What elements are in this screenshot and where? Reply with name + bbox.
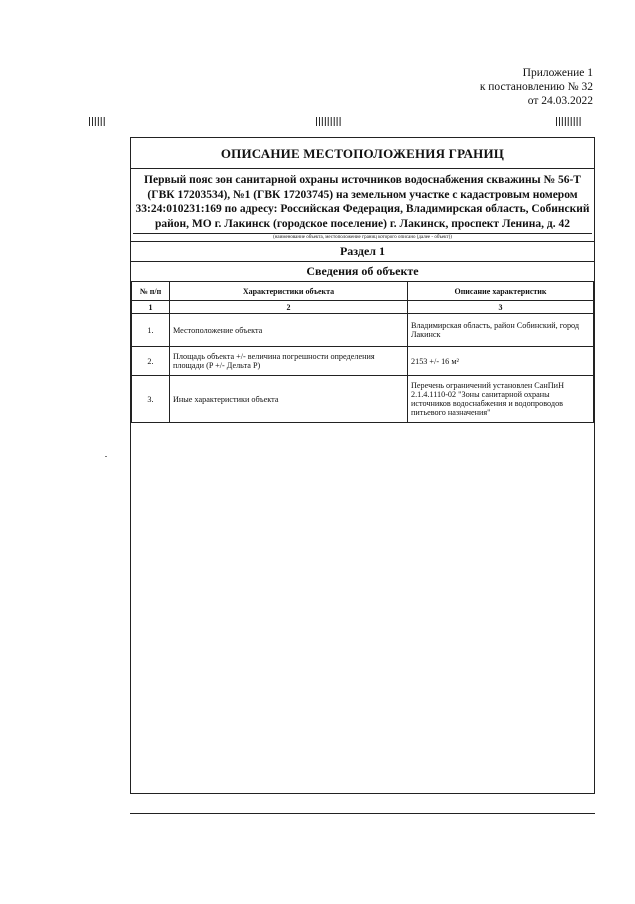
header-description: Описание характеристик: [408, 282, 594, 301]
row-description: 2153 +/- 16 м²: [408, 347, 594, 376]
header-number: № п/п: [132, 282, 170, 301]
table-row: [132, 314, 594, 347]
appendix-block: [480, 66, 593, 108]
registration-marks-left: ǀǀǀǀǀǀ: [88, 116, 106, 127]
scan-speck: [105, 456, 107, 457]
row-description: Владимирская область, район Собинский, город Лакинск: [408, 314, 594, 347]
section-subtitle: Сведения об объекте: [131, 261, 594, 281]
row-characteristic: Иные характеристики объекта: [170, 376, 408, 423]
section-title: Раздел 1: [131, 241, 594, 261]
table-row: [132, 347, 594, 376]
object-caption: (наименование объекта, местоположение границ которого описано (далее - объект)): [273, 235, 452, 240]
column-number-3: 3: [408, 301, 594, 314]
appendix-line-2: к постановлению № 32: [479, 81, 593, 93]
description-frame: [130, 137, 595, 794]
document-title: ОПИСАНИЕ МЕСТОПОЛОЖЕНИЯ ГРАНИЦ: [220, 146, 505, 161]
column-number-row: [132, 301, 594, 314]
object-info-table: [131, 281, 594, 423]
column-number-1: 1: [132, 301, 170, 314]
bottom-divider: [130, 813, 595, 814]
table-row: [132, 376, 594, 423]
row-number: 1.: [132, 314, 170, 347]
row-description: Перечень ограничений установлен СанПиН 2.1.4.1110-02 "Зоны санитарной охраны источников водоснабжения и водопроводов питьевого назначения": [408, 376, 594, 423]
row-characteristic: Местоположение объекта: [170, 314, 408, 347]
appendix-line-3: от 24.03.2022: [527, 95, 593, 107]
appendix-line-1: Приложение 1: [522, 67, 593, 79]
table-header-row: [132, 282, 594, 301]
object-name: Первый пояс зон санитарной охраны источников водоснабжения скважины № 56-Т (ГВК 17203534), №1 (ГВК 17203745) на земельном участке с кадастровым номером 33:24:010231:169 по адресу: Российская Федерация, Владимирская область, Собинский район, МО г. Лакинск (городское поселение) г. Лакинск, проспект Ленина, д. 42: [135, 174, 590, 230]
registration-marks-center: ǀǀǀǀǀǀǀǀǀ: [315, 116, 342, 127]
row-number: 2.: [132, 347, 170, 376]
row-number: 3.: [132, 376, 170, 423]
column-number-2: 2: [170, 301, 408, 314]
row-characteristic: Площадь объекта +/- величина погрешности определения площади (P +/- Дельта P): [170, 347, 408, 376]
header-characteristic: Характеристики объекта: [170, 282, 408, 301]
registration-marks-right: ǀǀǀǀǀǀǀǀǀ: [555, 116, 582, 127]
